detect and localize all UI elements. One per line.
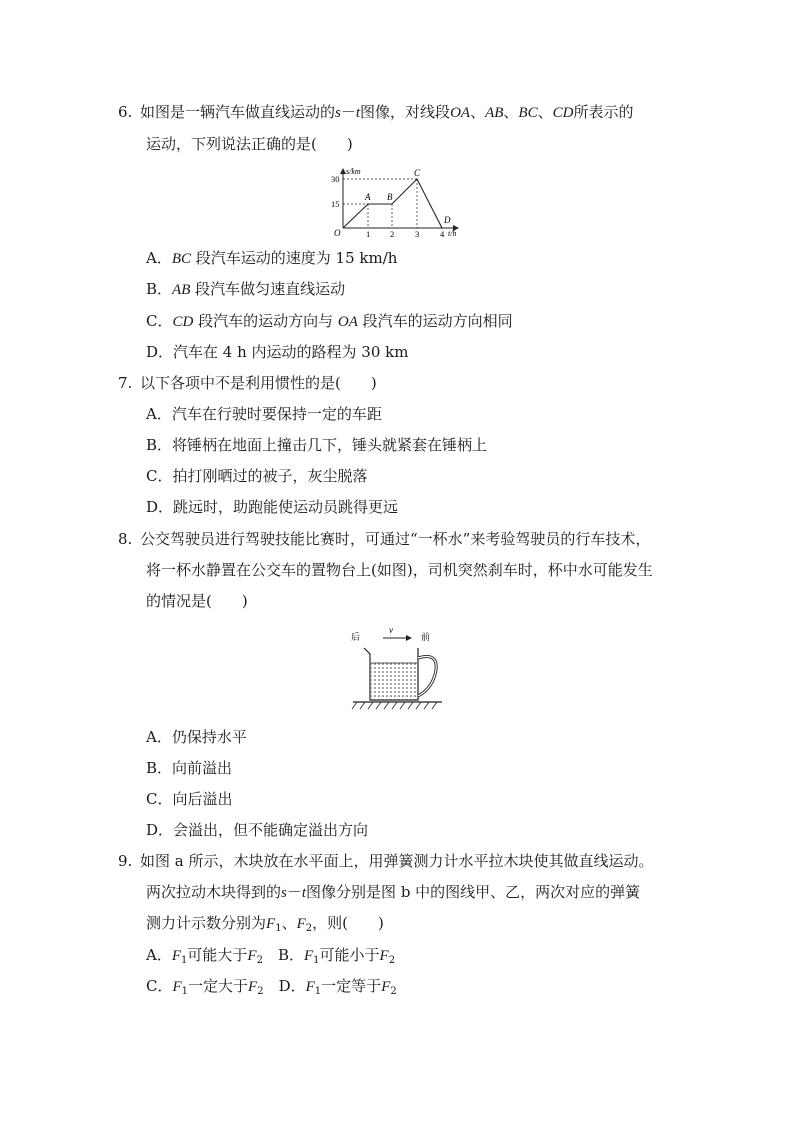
var-s: s — [335, 105, 341, 121]
front-label: 前 — [421, 632, 431, 642]
s-axis-label: s/km — [346, 167, 361, 176]
stem-text: 所表示的 — [573, 103, 634, 121]
option-text: 段汽车的运动方向与 — [193, 312, 338, 330]
question-number: 8. — [118, 530, 133, 548]
option-letter: A． — [146, 946, 172, 964]
option-b[interactable]: B．向前溢出 — [146, 759, 233, 777]
stem-text: 测力计示数分别为 — [146, 914, 267, 932]
subscript: 2 — [388, 955, 396, 966]
options-row-cd — [146, 976, 397, 997]
option-c[interactable] — [146, 977, 264, 995]
st-line — [343, 179, 442, 228]
subscript: 1 — [314, 986, 322, 997]
option-d[interactable]: D．会溢出，但不能确定溢出方向 — [146, 821, 369, 839]
point-c-label: C — [414, 168, 421, 178]
st-graph — [330, 166, 465, 238]
segment-oa: OA — [337, 314, 358, 330]
stem-text: ，则( ) — [312, 914, 384, 932]
var-f: F — [381, 979, 391, 995]
tick-2: 2 — [390, 229, 395, 238]
option-c[interactable] — [146, 311, 513, 332]
minus-sign: － — [286, 883, 302, 901]
option-text: 段汽车做匀速直线运动 — [190, 280, 346, 298]
var-f: F — [172, 979, 182, 995]
question-number: 6. — [118, 103, 133, 121]
tick-1: 1 — [366, 229, 371, 238]
question-stem-line1: 公交驾驶员进行驾驶技能比赛时，可通过“一杯水”来考验驾驶员的行车技术， — [140, 530, 651, 548]
point-b-label: B — [387, 192, 393, 202]
var-f: F — [305, 979, 315, 995]
back-label: 后 — [351, 632, 361, 642]
option-d[interactable] — [264, 977, 397, 995]
segment-ab: AB — [172, 282, 191, 298]
option-b[interactable] — [146, 279, 345, 300]
option-d[interactable]: D．跳远时，助跑能使运动员跳得更远 — [146, 498, 399, 516]
option-b[interactable] — [263, 946, 395, 964]
tick-15: 15 — [331, 199, 340, 209]
segment-bc: BC — [171, 251, 192, 267]
cup-figure — [345, 626, 450, 718]
segment-oa: OA — [450, 105, 471, 121]
question-stem-line2: 运动，下列说法正确的是( ) — [146, 135, 353, 153]
option-b[interactable]: B．将锤柄在地面上撞击几下，锤头就紧套在锤柄上 — [146, 436, 488, 454]
ground-hatch — [352, 702, 437, 709]
var-f: F — [296, 916, 306, 932]
question-stem-line1: 如图 a 所示，木块放在水平面上，用弹簧测力计水平拉木块使其做直线运动。 — [140, 852, 654, 870]
point-d-label: D — [444, 215, 451, 225]
option-text: 一定等于 — [321, 977, 382, 995]
question-stem-line3 — [146, 913, 384, 934]
tick-3: 3 — [415, 229, 420, 238]
question-stem-line1 — [140, 102, 633, 123]
segment-bc: BC — [518, 105, 538, 121]
option-text: 段汽车运动的速度为 15 km/h — [191, 249, 398, 267]
separator: 、 — [537, 103, 553, 121]
option-d[interactable]: D．汽车在 4 h 内运动的路程为 30 km — [146, 343, 409, 361]
t-axis-label: t/h — [448, 229, 457, 238]
question-stem-line2 — [146, 882, 640, 903]
subscript: 2 — [256, 955, 263, 966]
option-letter: B． — [262, 946, 304, 964]
option-text: 可能大于 — [187, 946, 248, 964]
var-t: t — [355, 105, 361, 121]
var-f: F — [303, 948, 314, 964]
question-number: 9. — [118, 852, 133, 870]
subscript: 1 — [313, 955, 320, 966]
var-f: F — [379, 948, 389, 964]
subscript: 1 — [181, 986, 189, 997]
option-text: 可能小于 — [319, 946, 380, 964]
question-number: 7. — [118, 374, 133, 392]
stem-text: 如图是一辆汽车做直线运动的 — [140, 103, 336, 121]
tick-4: 4 — [440, 229, 445, 238]
option-letter: C． — [146, 977, 173, 995]
option-letter: B． — [146, 280, 173, 298]
subscript: 2 — [257, 986, 264, 997]
tick-30: 30 — [331, 174, 340, 184]
subscript: 2 — [390, 986, 397, 997]
stem-text: 图像，对线段 — [360, 103, 451, 121]
separator: 、 — [281, 914, 297, 932]
options-row-ab — [146, 945, 395, 966]
var-f: F — [266, 916, 276, 932]
var-f: F — [248, 979, 258, 995]
option-a[interactable]: A．仍保持水平 — [146, 728, 247, 746]
option-text: 一定大于 — [188, 977, 249, 995]
question-stem: 以下各项中不是利用惯性的是( ) — [140, 374, 377, 392]
question-stem-line2: 将一杯水静置在公交车的置物台上(如图)，司机突然刹车时，杯中水可能发生 — [146, 561, 653, 579]
option-a[interactable]: A．汽车在行驶时要保持一定的车距 — [146, 405, 382, 423]
var-t: t — [301, 885, 307, 901]
option-c[interactable]: C．向后溢出 — [146, 790, 233, 808]
separator: 、 — [503, 103, 519, 121]
segment-cd: CD — [552, 105, 574, 121]
separator: 、 — [470, 103, 486, 121]
segment-ab: AB — [485, 105, 504, 121]
velocity-label: v — [389, 626, 393, 635]
option-letter: D． — [263, 977, 306, 995]
minus-sign: － — [340, 103, 356, 121]
point-a-label: A — [365, 192, 371, 202]
option-letter: C． — [146, 312, 173, 330]
option-a[interactable] — [146, 248, 397, 269]
option-c[interactable]: C．拍打刚晒过的被子，灰尘脱落 — [146, 467, 368, 485]
origin-label: O — [334, 228, 341, 238]
option-a[interactable] — [146, 946, 263, 964]
water — [371, 663, 417, 700]
cup-handle — [418, 657, 436, 697]
stem-text: 两次拉动木块得到的 — [146, 883, 282, 901]
subscript: 1 — [275, 923, 282, 934]
stem-text: 图像分别是图 b 中的图线甲、乙，两次对应的弹簧 — [306, 883, 641, 901]
var-f: F — [171, 948, 182, 964]
segment-cd: CD — [172, 314, 194, 330]
var-f: F — [247, 948, 257, 964]
var-s: s — [281, 885, 287, 901]
option-text: 段汽车的运动方向相同 — [357, 312, 513, 330]
question-stem-line3: 的情况是( ) — [146, 592, 248, 610]
subscript: 2 — [305, 923, 313, 934]
option-letter: A． — [146, 249, 172, 267]
subscript: 1 — [181, 955, 188, 966]
